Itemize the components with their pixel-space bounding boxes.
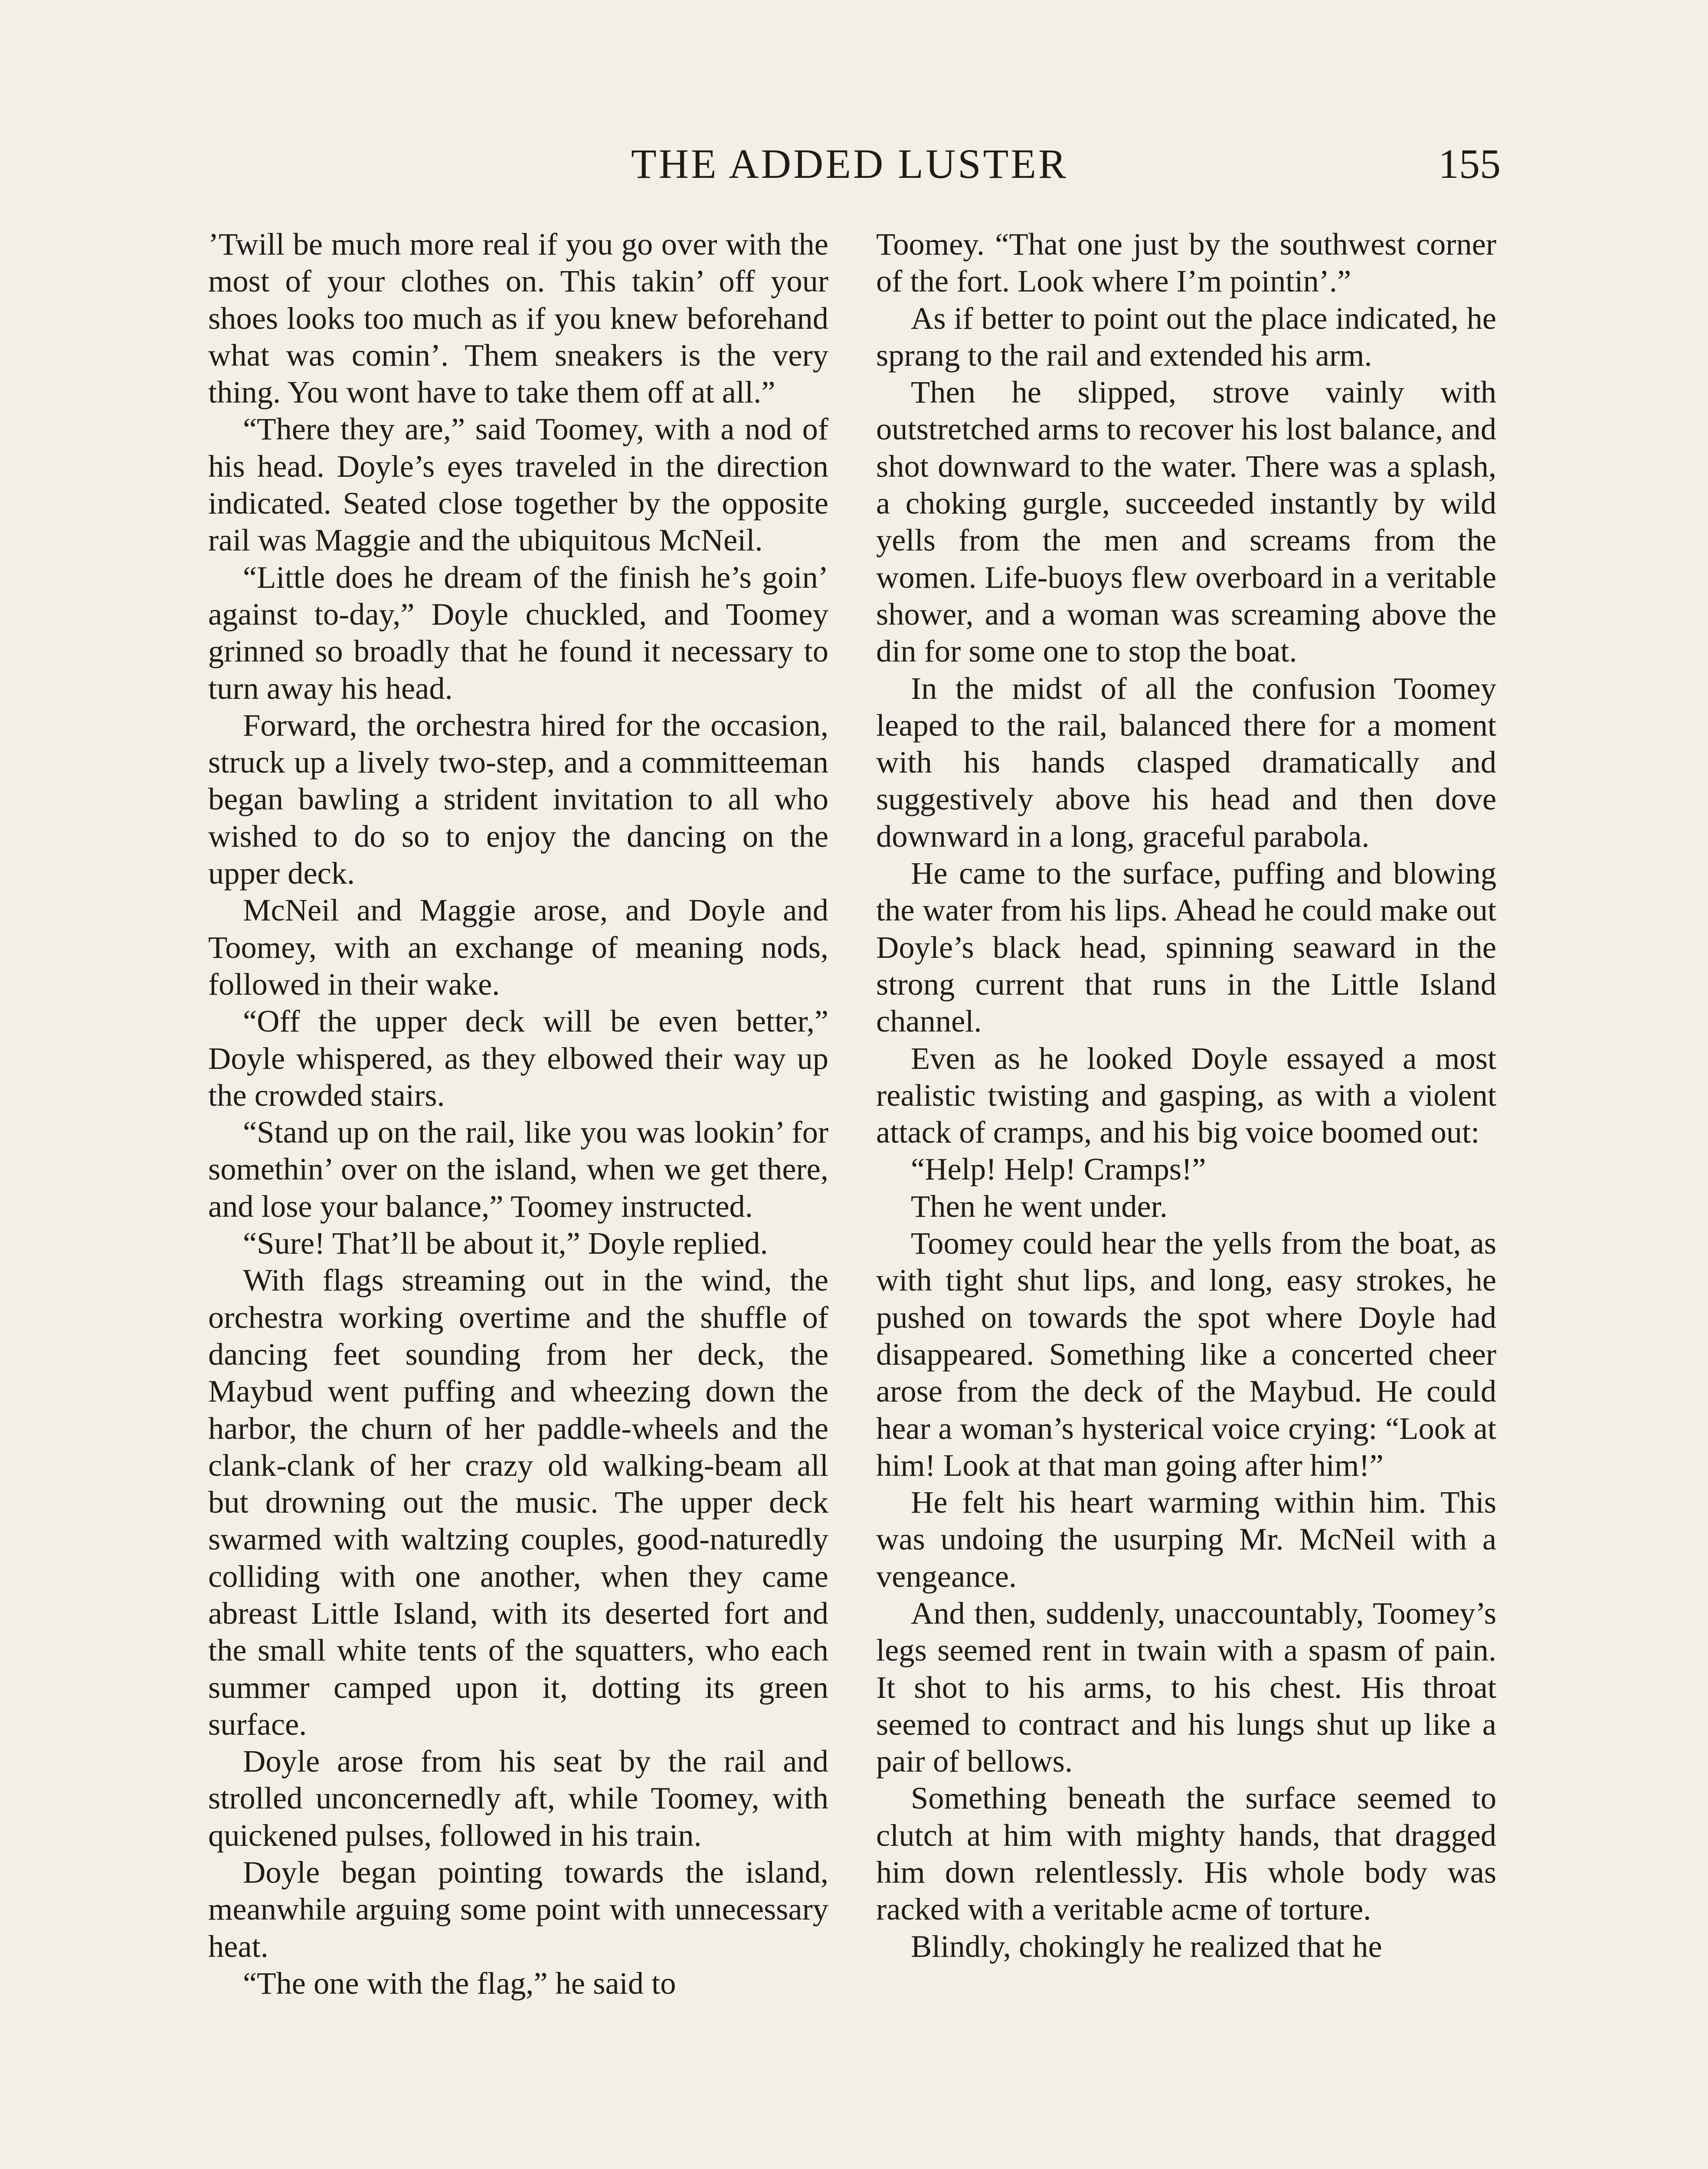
paragraph: “Help! Help! Cramps!” <box>911 1151 1206 1187</box>
page-number: 155 <box>1438 141 1501 187</box>
page-header <box>208 138 1501 190</box>
paragraph: With flags streaming out in the wind, the orchestra working overtime and the shuffle of dancing feet sounding from her deck, the Maybud went puffing and wheezing down the harbor, the churn of her paddle-wheels and the clank-clank of her crazy old walking-beam all but drowning out the music. The upper deck swarmed with waltzing couples, good-naturedly colliding with one another, when they came abreast Little Island, with its deserted fort and the small white tents of the squatters, who each summer camped upon it, dotting its green surface. <box>208 1262 828 1742</box>
paragraph: “Stand up on the rail, like you was lookin’ for somethin’ over on the island, when we get there, and lose your balance,” Toomey instructed. <box>208 1114 828 1224</box>
paragraph: Forward, the orchestra hired for the occasion, struck up a lively two-step, and a committeeman began bawling a strident invitation to all who wished to do so to enjoy the dancing on the upper deck. <box>208 707 828 891</box>
paragraph: Then he went under. <box>911 1188 1168 1224</box>
paragraph: Doyle began pointing towards the island, meanwhile arguing some point with unnecessary heat. <box>208 1854 828 1964</box>
paragraph: Then he slipped, strove vainly with outstretched arms to recover his lost balance, and shot downward to the water. There was a splash, a choking gurgle, succeeded instantly by wild yells from the men and screams from the women. Life-buoys flew overboard in a veritable shower, and a woman was screaming above the din for some one to stop the boat. <box>876 374 1496 669</box>
paragraph: Doyle arose from his seat by the rail and strolled unconcernedly aft, while Toomey, with quickened pulses, followed in his train. <box>208 1743 828 1853</box>
paragraph: Even as he looked Doyle essayed a most realistic twisting and gasping, as with a violent attack of cramps, and his big voice boomed out: <box>876 1040 1496 1150</box>
paragraph: He came to the surface, puffing and blowing the water from his lips. Ahead he could make out Doyle’s black head, spinning seaward in the strong current that runs in the Little Island channel. <box>876 855 1496 1039</box>
paragraph: Blindly, chokingly he realized that he <box>911 1928 1382 1964</box>
paragraph: “Sure! That’ll be about it,” Doyle replied. <box>243 1225 768 1261</box>
paragraph: “There they are,” said Toomey, with a nod of his head. Doyle’s eyes traveled in the direction indicated. Seated close together by the opposite rail was Maggie and the ubiquitous McNeil. <box>208 411 828 558</box>
paragraph: ’Twill be much more real if you go over with the most of your clothes on. This takin’ off your shoes looks too much as if you knew beforehand what was comin’. Them sneakers is the very thing. You wont have to take them off at all.” <box>208 226 828 410</box>
paragraph: “Off the upper deck will be even better,” Doyle whispered, as they elbowed their way up the crowded stairs. <box>208 1003 828 1113</box>
paragraph: “The one with the flag,” he said to <box>243 1965 676 2001</box>
paragraph: And then, suddenly, unaccountably, Toomey’s legs seemed rent in twain with a spasm of pain. It shot to his arms, to his chest. His throat seemed to contract and his lungs shut up like a pair of bellows. <box>876 1595 1496 1779</box>
paragraph: “Little does he dream of the finish he’s goin’ against to-day,” Doyle chuckled, and Toomey grinned so broadly that he found it necessary to turn away his head. <box>208 559 828 706</box>
paragraph: McNeil and Maggie arose, and Doyle and Toomey, with an exchange of meaning nods, followed in their wake. <box>208 892 828 1002</box>
left-column <box>208 226 828 2002</box>
paragraph: Toomey could hear the yells from the boat, as with tight shut lips, and long, easy strokes, he pushed on towards the spot where Doyle had disappeared. Something like a concerted cheer arose from the deck of the Maybud. He could hear a woman’s hysterical voice crying: “Look at him! Look at that man going after him!” <box>876 1225 1496 1483</box>
paragraph: Something beneath the surface seemed to clutch at him with mighty hands, that dragged him down relentlessly. His whole body was racked with a veritable acme of torture. <box>876 1780 1496 1927</box>
paragraph: In the midst of all the confusion Toomey leaped to the rail, balanced there for a moment with his hands clasped dramatically and suggestively above his head and then dove downward in a long, graceful parabola. <box>876 670 1496 854</box>
paragraph: As if better to point out the place indicated, he sprang to the rail and extended his arm. <box>876 300 1496 373</box>
running-title: THE ADDED LUSTER <box>631 141 1068 187</box>
paragraph: He felt his heart warming within him. This was undoing the usurping Mr. McNeil with a vengeance. <box>876 1484 1496 1594</box>
right-column <box>876 226 1496 1965</box>
paragraph: Toomey. “That one just by the southwest corner of the fort. Look where I’m pointin’.” <box>876 226 1496 299</box>
